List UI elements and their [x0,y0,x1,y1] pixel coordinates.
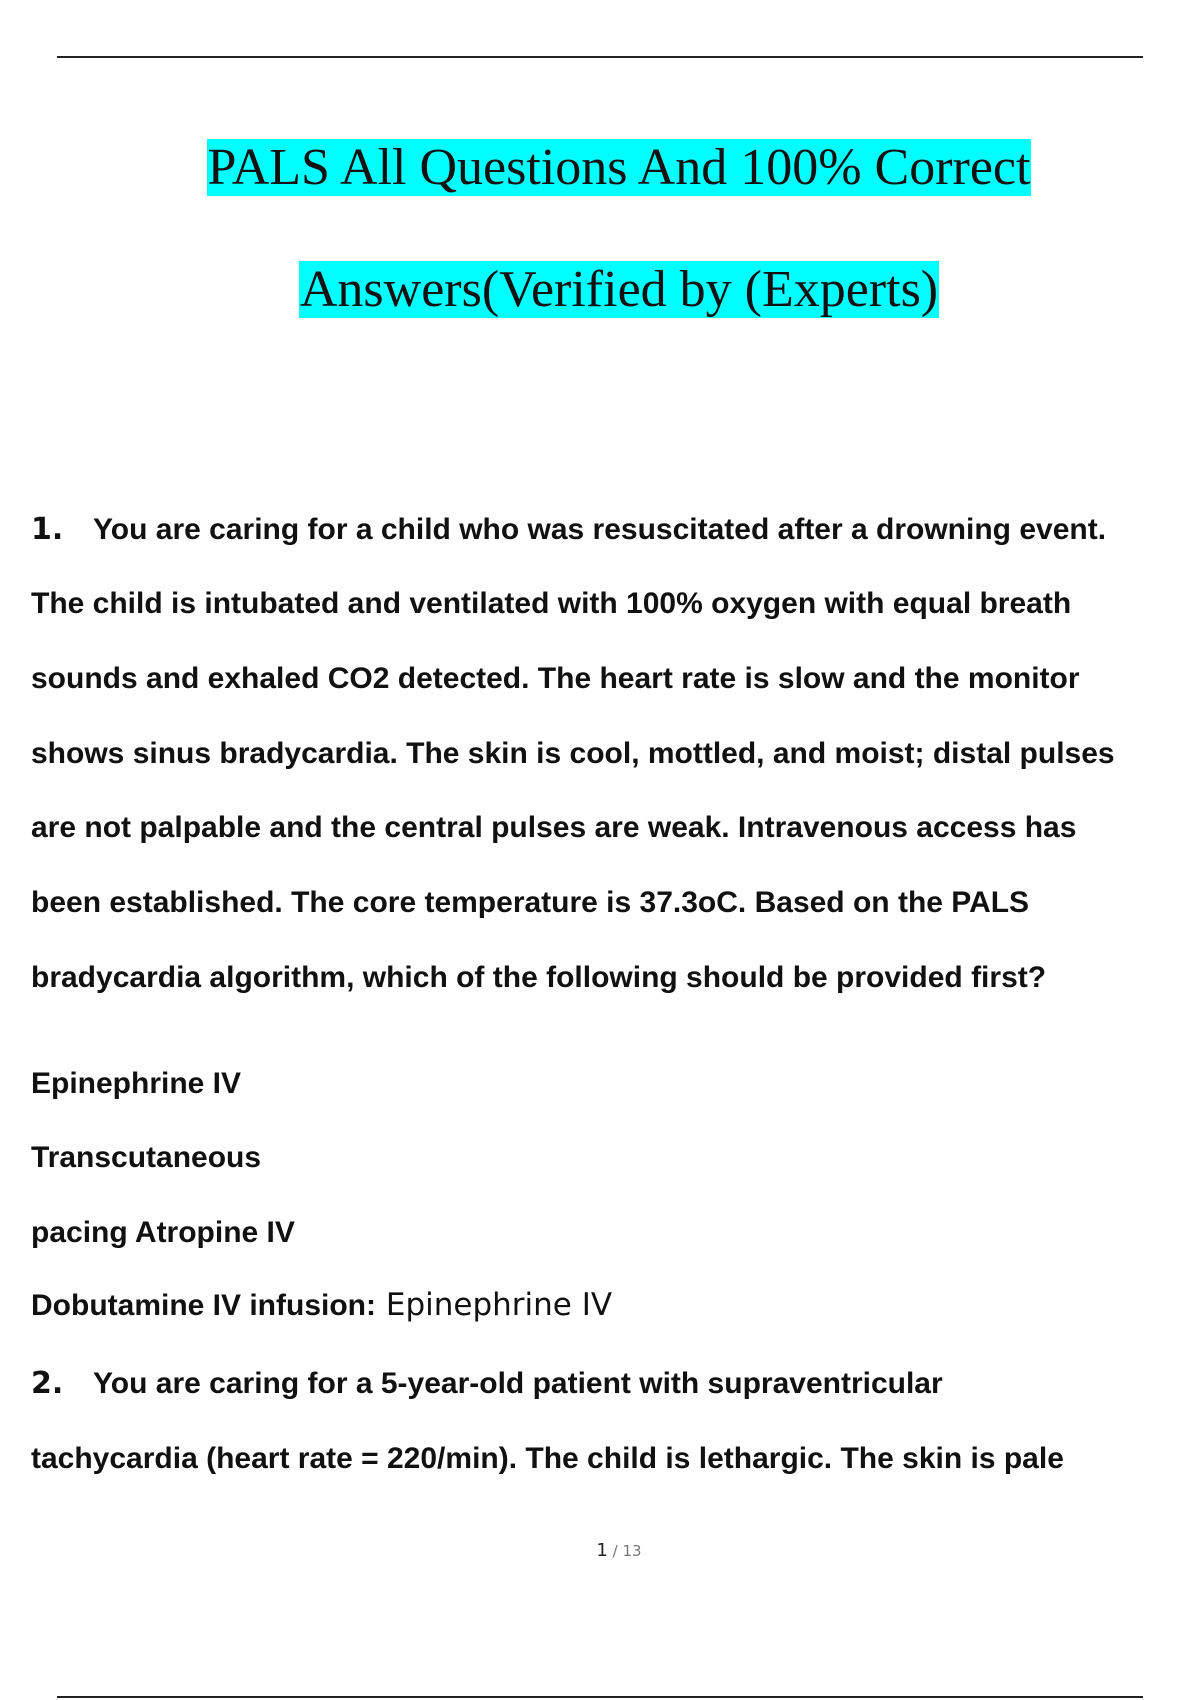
option-1: Epinephrine IV [31,1067,242,1100]
bottom-divider [57,1696,1143,1698]
question-1-line-3: sounds and exhaled CO2 detected. The heart rate is slow and the monitor [31,662,1080,695]
answer: Epinephrine IV [376,1287,613,1323]
question-1-line-2: The child is intubated and ventilated with 100% oxygen with equal breath [31,587,1072,620]
question-number: 1. [31,512,64,547]
question-1-line-4: shows sinus bradycardia. The skin is cool, mottled, and moist; distal pulses [31,737,1115,770]
page-total: 13 [622,1542,642,1560]
page-indicator [0,1540,1200,1561]
option-4-with-answer [31,1287,612,1323]
document-title-line-1: PALS All Questions And 100% Correct [207,139,1031,196]
question-1-line-5: are not palpable and the central pulses are weak. Intravenous access has [31,811,1077,844]
question-1-line-6: been established. The core temperature is 37.3oC. Based on the PALS [31,886,1030,919]
page-current: 1 [596,1540,608,1561]
question-number: 2. [31,1366,64,1401]
question-2-line-2: tachycardia (heart rate = 220/min). The child is lethargic. The skin is pale [31,1442,1064,1475]
page-separator: / [607,1542,623,1560]
option-3: pacing Atropine IV [31,1216,295,1249]
document-title-line-2: Answers(Verified by (Experts) [299,261,939,318]
top-divider [57,56,1143,58]
question-2-line-1: 2. You are caring for a 5-year-old patient with supraventricular [31,1366,943,1401]
option-4: Dobutamine IV infusion: [31,1289,376,1322]
question-1-line-7: bradycardia algorithm, which of the following should be provided first? [31,961,1047,994]
question-1-line-1: 1. You are caring for a child who was resuscitated after a drowning event. [31,512,1107,547]
option-2: Transcutaneous [31,1141,262,1174]
